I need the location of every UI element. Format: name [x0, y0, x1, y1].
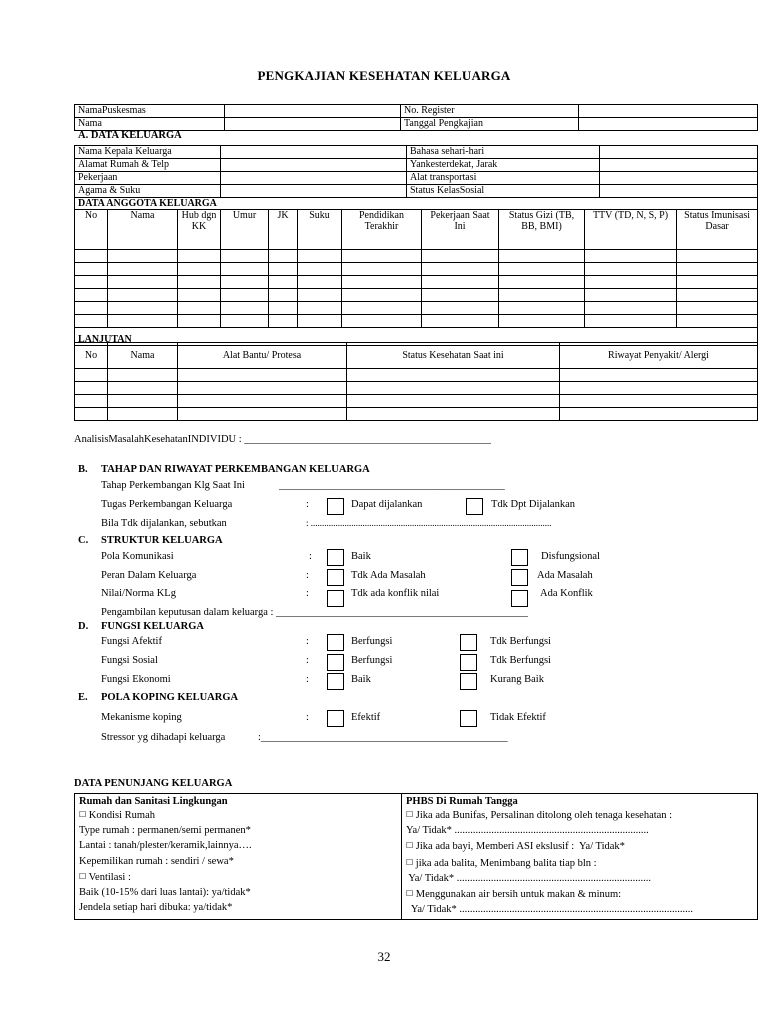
rumah-sanitasi-text: Baik (10-15% dari luas lantai): ya/tidak*	[79, 887, 251, 899]
section-c-letter: C.	[78, 535, 89, 546]
fungsi-sosial-colon: :	[306, 655, 309, 666]
phbs-text: Jika ada bayi, Memberi ASI ekslusif : Ya/ Tidak*	[415, 841, 625, 853]
member-cell[interactable]	[298, 289, 342, 302]
lanjutan-cell[interactable]	[108, 382, 178, 395]
nilai-norma-colon: :	[306, 588, 309, 599]
member-cell[interactable]	[422, 289, 499, 302]
lanjutan-col-header: Riwayat Penyakit/ Alergi	[560, 343, 758, 369]
lanjutan-table	[74, 342, 758, 421]
member-cell[interactable]	[178, 263, 221, 276]
member-cell[interactable]	[269, 315, 298, 328]
peran-opt1: Tdk Ada Masalah	[351, 570, 426, 581]
page-number: 32	[377, 949, 391, 964]
lanjutan-cell[interactable]	[347, 369, 560, 382]
tahap-label: Tahap Perkembangan Klg Saat Ini	[101, 480, 245, 491]
member-body	[75, 250, 758, 328]
member-cell[interactable]	[108, 276, 178, 289]
member-cell[interactable]	[221, 289, 269, 302]
fungsi-afektif-opt2: Tdk Berfungsi	[490, 636, 551, 647]
peran-checkbox-2[interactable]	[511, 569, 528, 586]
rumah-sanitasi-text: Ventilasi :	[88, 871, 131, 883]
rumah-sanitasi-text: Kepemilikan rumah : sendiri / sewa*	[79, 855, 234, 867]
member-cell[interactable]	[342, 289, 422, 302]
section-e-heading: POLA KOPING KELUARGA	[101, 692, 239, 703]
nilai-norma-opt2: Ada Konflik	[540, 588, 593, 599]
member-cell[interactable]	[178, 315, 221, 328]
pola-komunikasi-label: Pola Komunikasi	[101, 551, 174, 562]
nilai-norma-checkbox-2[interactable]	[511, 590, 528, 607]
phbs-text: Jika ada Bunifas, Persalinan ditolong oleh tenaga kesehatan :	[415, 810, 673, 821]
member-cell[interactable]	[298, 263, 342, 276]
lanjutan-cell[interactable]	[560, 369, 758, 382]
member-cell[interactable]	[75, 263, 108, 276]
member-cell[interactable]	[75, 276, 108, 289]
member-cell[interactable]	[75, 315, 108, 328]
rumah-sanitasi-title: Rumah dan Sanitasi Lingkungan	[79, 796, 228, 807]
member-cell[interactable]	[585, 302, 677, 315]
member-cell[interactable]	[221, 263, 269, 276]
phbs-text: Ya/ Tidak* .........................................................................................	[406, 904, 694, 916]
member-cell[interactable]	[298, 302, 342, 315]
member-cell[interactable]	[499, 315, 585, 328]
tahap-line[interactable]: ___________________________________________	[279, 480, 505, 491]
lanjutan-col-header: Status Kesehatan Saat ini	[347, 343, 560, 369]
member-row	[75, 302, 758, 315]
member-col-header: Pekerjaan Saat Ini	[422, 210, 499, 250]
rumah-sanitasi-text: Jendela setiap hari dibuka: ya/tidak*	[79, 902, 233, 914]
member-row	[75, 289, 758, 302]
lanjutan-cell[interactable]	[560, 382, 758, 395]
label-nama-puskesmas: NamaPuskesmas	[75, 105, 225, 118]
lanjutan-cell[interactable]	[75, 382, 108, 395]
bila-label: Bila Tdk dijalankan, sebutkan	[101, 518, 227, 529]
member-col-header: Suku	[298, 210, 342, 250]
member-cell[interactable]	[342, 302, 422, 315]
nilai-norma-checkbox-1[interactable]	[327, 590, 344, 607]
page-title: PENGKAJIAN KESEHATAN KELUARGA	[257, 68, 511, 83]
fungsi-afektif-label: Fungsi Afektif	[101, 636, 162, 647]
member-cell[interactable]	[422, 302, 499, 315]
member-cell[interactable]	[677, 302, 758, 315]
nilai-norma-label: Nilai/Norma KLg	[101, 588, 176, 599]
member-cell[interactable]	[221, 250, 269, 263]
fungsi-ekonomi-label: Fungsi Ekonomi	[101, 674, 171, 685]
label-no-register: No. Register	[401, 105, 579, 118]
lanjutan-row	[75, 382, 758, 395]
pola-komunikasi-colon: :	[309, 551, 312, 562]
peran-opt2: Ada Masalah	[537, 570, 593, 581]
member-cell[interactable]	[108, 302, 178, 315]
label-pekerjaan: Pekerjaan	[75, 172, 221, 185]
tugas-checkbox-1[interactable]	[327, 498, 344, 515]
member-cell[interactable]	[108, 315, 178, 328]
member-cell[interactable]	[499, 263, 585, 276]
tugas-label: Tugas Perkembangan Keluarga	[101, 499, 233, 510]
mekanisme-koping-opt2: Tidak Efektif	[490, 712, 546, 723]
member-cell[interactable]	[499, 302, 585, 315]
member-cell[interactable]	[75, 250, 108, 263]
fungsi-ekonomi-opt1: Baik	[351, 674, 371, 685]
rumah-sanitasi-line	[79, 854, 397, 869]
member-col-header: No	[75, 210, 108, 250]
member-cell[interactable]	[342, 276, 422, 289]
mekanisme-koping-label: Mekanisme koping	[101, 712, 182, 723]
input-alamat[interactable]	[221, 159, 407, 172]
member-col-header: Status Gizi (TB, BB, BMI)	[499, 210, 585, 250]
label-alamat: Alamat Rumah & Telp	[75, 159, 221, 172]
penunjang-table	[74, 793, 758, 920]
input-status-kelas-sosial[interactable]	[600, 185, 758, 198]
input-pekerjaan[interactable]	[221, 172, 407, 185]
anggota-heading: DATA ANGGOTA KELUARGA	[75, 198, 758, 210]
lanjutan-cell[interactable]	[108, 369, 178, 382]
rumah-sanitasi-line	[79, 869, 397, 885]
lanjutan-cell[interactable]	[75, 408, 108, 421]
member-cell[interactable]	[75, 302, 108, 315]
rumah-sanitasi-line	[79, 823, 397, 838]
checkbox-icon[interactable]: ☐	[79, 871, 87, 881]
mekanisme-koping-colon: :	[306, 712, 309, 723]
member-cell[interactable]	[677, 315, 758, 328]
fungsi-afektif-checkbox-2[interactable]	[460, 634, 477, 651]
member-cell[interactable]	[585, 276, 677, 289]
member-cell[interactable]	[677, 250, 758, 263]
fungsi-afektif-checkbox-1[interactable]	[327, 634, 344, 651]
member-cell[interactable]	[342, 315, 422, 328]
label-bahasa: Bahasa sehari-hari	[407, 146, 600, 159]
lanjutan-col-header: Alat Bantu/ Protesa	[178, 343, 347, 369]
member-col-header: TTV (TD, N, S, P)	[585, 210, 677, 250]
member-cell[interactable]	[585, 263, 677, 276]
fungsi-afektif-colon: :	[306, 636, 309, 647]
phbs-line	[406, 838, 753, 854]
lanjutan-cell[interactable]	[347, 395, 560, 408]
member-cell[interactable]	[108, 250, 178, 263]
member-cell[interactable]	[178, 302, 221, 315]
member-cell[interactable]	[269, 276, 298, 289]
section-c-heading: STRUKTUR KELUARGA	[101, 535, 223, 546]
anggota-keluarga-table	[74, 197, 758, 346]
member-cell[interactable]	[221, 276, 269, 289]
analisis-line: AnalisisMasalahKesehatanINDIVIDU : _______________________________________________	[74, 434, 492, 445]
rumah-sanitasi-text: Type rumah : permanen/semi permanen*	[79, 825, 251, 837]
mekanisme-koping-checkbox-1[interactable]	[327, 710, 344, 727]
member-row	[75, 315, 758, 328]
checkbox-icon[interactable]: ☐	[406, 810, 414, 819]
phbs-line	[406, 886, 753, 902]
phbs-text: jika ada balita, Menimbang balita tiap bln :	[415, 857, 597, 869]
input-alat-transportasi[interactable]	[600, 172, 758, 185]
lanjutan-cell[interactable]	[178, 408, 347, 421]
penunjang-heading: DATA PENUNJANG KELUARGA	[74, 778, 233, 789]
member-cell[interactable]	[499, 276, 585, 289]
label-agama-suku: Agama & Suku	[75, 185, 221, 198]
peran-checkbox-1[interactable]	[327, 569, 344, 586]
member-header-row	[75, 210, 758, 250]
pola-komunikasi-checkbox-1[interactable]	[327, 549, 344, 566]
lanjutan-cell[interactable]	[178, 369, 347, 382]
member-cell[interactable]	[422, 276, 499, 289]
member-cell[interactable]	[585, 315, 677, 328]
label-nama: Nama	[75, 118, 225, 131]
fungsi-ekonomi-opt2: Kurang Baik	[490, 674, 544, 685]
member-cell[interactable]	[269, 289, 298, 302]
section-b-letter: B.	[78, 464, 88, 475]
member-cell[interactable]	[269, 302, 298, 315]
phbs-text: Menggunakan air bersih untuk makan & minum:	[415, 889, 622, 901]
label-nama-kepala-keluarga: Nama Kepala Keluarga	[75, 146, 221, 159]
section-d-heading: FUNGSI KELUARGA	[101, 621, 204, 632]
pola-komunikasi-opt1: Baik	[351, 551, 371, 562]
member-cell[interactable]	[178, 250, 221, 263]
member-cell[interactable]	[422, 315, 499, 328]
label-tanggal-pengkajian: Tanggal Pengkajian	[401, 118, 579, 131]
section-a-heading: A. DATA KELUARGA	[78, 130, 182, 141]
lanjutan-col-header: Nama	[108, 343, 178, 369]
lanjutan-cell[interactable]	[560, 408, 758, 421]
member-cell[interactable]	[298, 250, 342, 263]
checkbox-icon[interactable]: ☐	[79, 810, 87, 819]
lanjutan-col-header: No	[75, 343, 108, 369]
member-cell[interactable]	[677, 289, 758, 302]
member-col-header: Nama	[108, 210, 178, 250]
lanjutan-heading: LANJUTAN	[78, 334, 132, 345]
section-b-heading: TAHAP DAN RIWAYAT PERKEMBANGAN KELUARGA	[101, 464, 370, 475]
phbs-text: Ya/ Tidak* ..........................................................................	[406, 872, 652, 884]
member-cell[interactable]	[499, 289, 585, 302]
rumah-sanitasi-cell	[75, 794, 402, 920]
phbs-line	[406, 823, 753, 838]
checkbox-icon[interactable]: ☐	[406, 889, 414, 899]
phbs-text: Ya/ Tidak* ..........................................................................	[406, 825, 649, 837]
rumah-sanitasi-line	[79, 900, 397, 915]
member-cell[interactable]	[221, 315, 269, 328]
rumah-sanitasi-line	[79, 885, 397, 900]
checkbox-icon[interactable]: ☐	[406, 841, 414, 851]
fungsi-sosial-opt2: Tdk Berfungsi	[490, 655, 551, 666]
pengambilan-keputusan[interactable]: Pengambilan keputusan dalam keluarga : ________________________________________________	[101, 607, 529, 618]
rumah-sanitasi-line	[79, 807, 397, 823]
member-row	[75, 263, 758, 276]
rumah-sanitasi-text: Kondisi Rumah	[88, 810, 156, 821]
fungsi-ekonomi-colon: :	[306, 674, 309, 685]
section-e-letter: E.	[78, 692, 88, 703]
lanjutan-cell[interactable]	[75, 395, 108, 408]
tugas-opt1: Dapat dijalankan	[351, 499, 423, 510]
input-yankes[interactable]	[600, 159, 758, 172]
member-col-header: Pendidikan Terakhir	[342, 210, 422, 250]
member-cell[interactable]	[585, 289, 677, 302]
input-no-register[interactable]	[579, 105, 758, 118]
member-cell[interactable]	[298, 276, 342, 289]
input-tanggal-pengkajian[interactable]	[579, 118, 758, 131]
member-col-header: Hub dgn KK	[178, 210, 221, 250]
tugas-colon: :	[306, 499, 309, 510]
member-cell[interactable]	[108, 263, 178, 276]
data-keluarga-table	[74, 145, 758, 198]
fungsi-sosial-label: Fungsi Sosial	[101, 655, 158, 666]
peran-colon: :	[306, 570, 309, 581]
fungsi-ekonomi-checkbox-2[interactable]	[460, 673, 477, 690]
mekanisme-koping-checkbox-2[interactable]	[460, 710, 477, 727]
input-agama-suku[interactable]	[221, 185, 407, 198]
lanjutan-cell[interactable]	[178, 395, 347, 408]
member-col-header: JK	[269, 210, 298, 250]
member-cell[interactable]	[221, 302, 269, 315]
tugas-opt2: Tdk Dpt Dijalankan	[491, 499, 575, 510]
member-cell[interactable]	[585, 250, 677, 263]
member-row	[75, 250, 758, 263]
lanjutan-cell[interactable]	[178, 382, 347, 395]
phbs-line	[406, 902, 753, 917]
stressor-label: Stressor yg dihadapi keluarga	[101, 732, 226, 743]
label-status-kelas-sosial: Status KelasSosial	[407, 185, 600, 198]
member-cell[interactable]	[342, 250, 422, 263]
member-cell[interactable]	[75, 289, 108, 302]
member-col-header: Status Imunisasi Dasar	[677, 210, 758, 250]
member-cell[interactable]	[677, 276, 758, 289]
member-cell[interactable]	[677, 263, 758, 276]
member-cell[interactable]	[342, 263, 422, 276]
member-cell[interactable]	[422, 250, 499, 263]
label-yankes: Yankesterdekat, Jarak	[407, 159, 600, 172]
lanjutan-cell[interactable]	[347, 382, 560, 395]
lanjutan-row	[75, 408, 758, 421]
stressor-line[interactable]: :_______________________________________________	[258, 732, 508, 743]
bila-dots[interactable]: : ...........................................................................................................	[306, 518, 552, 528]
fungsi-afektif-opt1: Berfungsi	[351, 636, 393, 647]
phbs-line	[406, 807, 753, 823]
peran-label: Peran Dalam Keluarga	[101, 570, 197, 581]
fungsi-sosial-checkbox-1[interactable]	[327, 654, 344, 671]
member-cell[interactable]	[422, 263, 499, 276]
input-bahasa[interactable]	[600, 146, 758, 159]
member-cell[interactable]	[178, 276, 221, 289]
lanjutan-row	[75, 369, 758, 382]
pola-komunikasi-opt2: Disfungsional	[541, 551, 600, 562]
fungsi-sosial-checkbox-2[interactable]	[460, 654, 477, 671]
rumah-sanitasi-line	[79, 838, 397, 853]
member-cell[interactable]	[269, 250, 298, 263]
lanjutan-header-row	[75, 343, 758, 369]
input-nama[interactable]	[225, 118, 401, 131]
lanjutan-body	[75, 369, 758, 421]
phbs-cell	[402, 794, 758, 920]
member-row	[75, 276, 758, 289]
member-cell[interactable]	[298, 315, 342, 328]
lanjutan-cell[interactable]	[347, 408, 560, 421]
mekanisme-koping-opt1: Efektif	[351, 712, 381, 723]
input-nama-kepala-keluarga[interactable]	[221, 146, 407, 159]
member-cell[interactable]	[499, 250, 585, 263]
phbs-line	[406, 855, 753, 871]
checkbox-icon[interactable]: ☐	[406, 857, 414, 867]
fungsi-sosial-opt1: Berfungsi	[351, 655, 393, 666]
phbs-line	[406, 871, 753, 886]
rumah-sanitasi-text: Lantai : tanah/plester/keramik,lainnya….	[79, 840, 252, 852]
section-d-letter: D.	[78, 621, 89, 632]
member-col-header: Umur	[221, 210, 269, 250]
label-alat-transportasi: Alat transportasi	[407, 172, 600, 185]
phbs-title: PHBS Di Rumah Tangga	[406, 796, 518, 807]
lanjutan-cell[interactable]	[560, 395, 758, 408]
fungsi-ekonomi-checkbox-1[interactable]	[327, 673, 344, 690]
lanjutan-cell[interactable]	[75, 369, 108, 382]
pola-komunikasi-checkbox-2[interactable]	[511, 549, 528, 566]
tugas-checkbox-2[interactable]	[466, 498, 483, 515]
header-table	[74, 104, 758, 131]
nilai-norma-opt1: Tdk ada konflik nilai	[351, 588, 440, 599]
lanjutan-cell[interactable]	[108, 395, 178, 408]
member-cell[interactable]	[269, 263, 298, 276]
member-cell[interactable]	[178, 289, 221, 302]
lanjutan-cell[interactable]	[108, 408, 178, 421]
input-nama-puskesmas[interactable]	[225, 105, 401, 118]
lanjutan-row	[75, 395, 758, 408]
member-cell[interactable]	[108, 289, 178, 302]
